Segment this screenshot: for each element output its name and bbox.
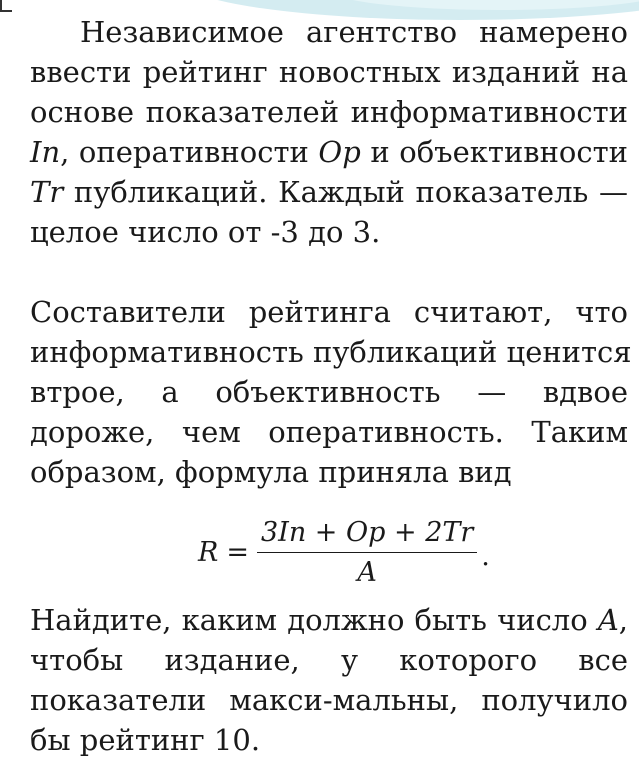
rating-formula <box>198 512 490 592</box>
text-fragment: , оперативности <box>60 135 319 169</box>
variable-in: In <box>30 135 61 169</box>
formula-numerator: 3In + Op + 2Tr <box>257 517 477 553</box>
text-line <box>30 172 628 212</box>
formula-lhs: R <box>198 536 219 568</box>
text-line: основе показателей информативности <box>30 95 628 129</box>
variable-a: A <box>597 603 619 637</box>
text-line: информативность публикаций ценится <box>30 335 632 369</box>
text-line: втрое, а объективность — вдвое <box>30 375 628 409</box>
text-line: дороже, чем оперативность. Таким <box>30 415 628 449</box>
formula-equals: = <box>226 536 249 568</box>
text-line: целое число от -3 до 3. <box>30 215 381 249</box>
problem-question <box>30 600 628 760</box>
text-line <box>30 132 628 172</box>
text-fragment: и объективности <box>360 135 628 169</box>
text-fragment: , <box>618 603 628 637</box>
text-line: Составители рейтинга считают, что <box>30 295 628 329</box>
formula-period: . <box>481 540 490 572</box>
text-line: образом, формула приняла вид <box>30 455 512 489</box>
text-line: ввести рейтинг новостных изданий на <box>30 55 628 89</box>
text-fragment: публикаций. Каждый показатель — <box>63 175 628 209</box>
problem-paragraph-intro <box>30 12 628 252</box>
text-line: чтобы издание, у которого все <box>30 643 628 677</box>
text-line: бы рейтинг 10. <box>30 723 261 757</box>
formula-denominator: A <box>357 556 377 588</box>
text-fragment: Найдите, каким должно быть число <box>30 603 598 637</box>
text-line <box>30 600 628 640</box>
text-line: Независимое агентство намерено <box>80 15 628 49</box>
text-line: показатели макси-мальны, получило <box>30 683 628 717</box>
corner-bracket-icon <box>0 0 12 12</box>
variable-op: Op <box>318 135 361 169</box>
problem-paragraph-formula-intro <box>30 292 632 492</box>
variable-tr: Tr <box>30 175 64 209</box>
formula-fraction <box>257 517 477 588</box>
